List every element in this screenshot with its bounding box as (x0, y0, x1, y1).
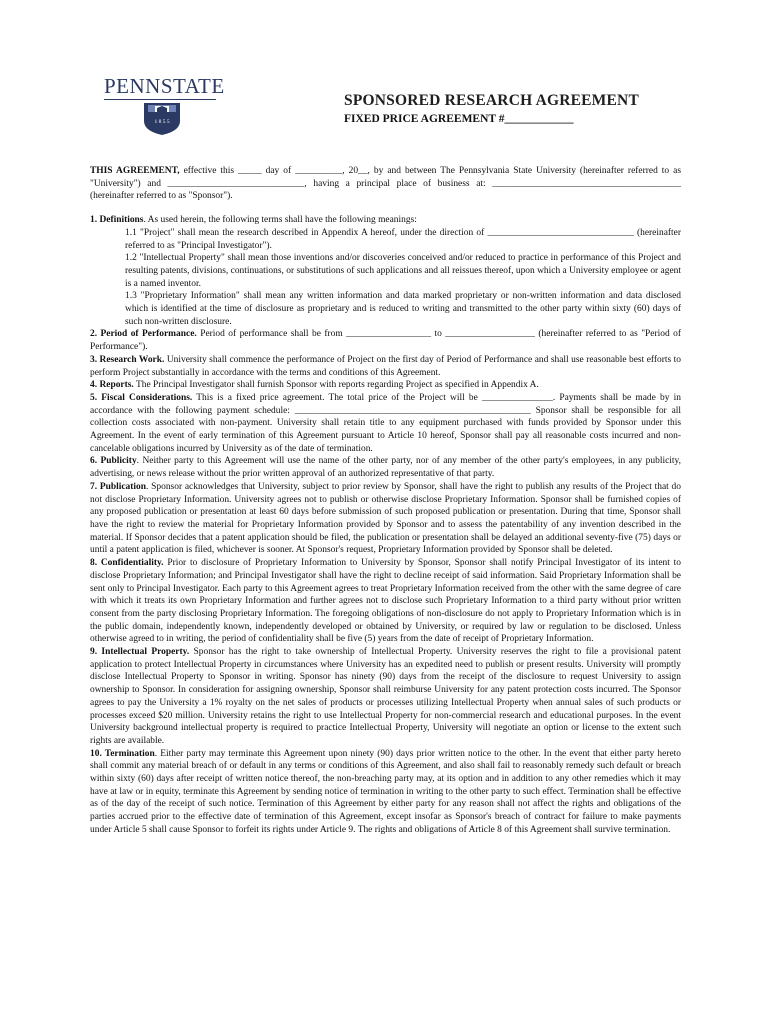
section-heading: 8. Confidentiality. (90, 558, 164, 569)
definition-1-3: 1.3 "Proprietary Information" shall mean any written information and data marked proprietary or non-written information and data disclosed which is identified at the time of disclosure as proprietary and is reduced to writing and transmitted to the other party within sixty (60) days of such non-written disclosure. (125, 291, 681, 327)
section-confidentiality (90, 557, 681, 646)
section-text: Sponsor has the right to take ownership of Intellectual Property. University reserves the right to file a provisional patent application to protect Intellectual Property in circumstances where University has an expedited need to publish or present results. University will promptly disclose Intellectual Property to Sponsor in writing. Sponsor has ninety (90) days from the receipt of the disclosure to request University to assign ownership to Sponsor. In consideration for assigning ownership, Sponsor shall reimburse University for any patent protection costs incurred. The Sponsor agrees to pay the University a 1% royalty on the net sales of products or processes utilizing Intellectual Property when annual sales of such products or processes exceed $20 million. University retains the right to use Intellectual Property for non-commercial research and educational purposes. In the event University background intellectual property is required to practice Intellectual Property, University will negotiate an option or license to the extent such rights are available. (90, 647, 682, 746)
section-publication (90, 481, 681, 557)
agreement-body (90, 165, 681, 837)
section-period (90, 328, 681, 353)
section-text: University shall commence the performance of Project on the first day of Period of Performance and shall use reasonable best efforts to perform Project substantially in accordance with the terms and conditions of this Agreement. (90, 354, 681, 378)
definition-1-1: 1.1 "Project" shall mean the research described in Appendix A hereof, under the direction of _______________________________ (hereinafter referred to as "Principal Investigator"). (125, 227, 681, 251)
document-title: SPONSORED RESEARCH AGREEMENT (344, 92, 639, 109)
section-text: Period of performance shall be from __________________ to ___________________ (hereinafter referred to as "Period of Performance"). (90, 329, 681, 353)
section-fiscal (90, 392, 681, 456)
section-publicity (90, 455, 681, 480)
section-text: . As used herein, the following terms shall have the following meanings: (143, 215, 417, 226)
section-heading: 9. Intellectual Property. (90, 647, 190, 658)
section-text: Prior to disclosure of Proprietary Information to University by Sponsor, Sponsor shall notify Principal Investigator of its intent to disclose Proprietary Information; and Principal Investigator shall have the right to decline receipt of said information. Said Proprietary Information shall be sent only to Principal Investigator. Each party to this Agreement agrees to treat Proprietary Information received from the other with the same degree of care with which it treats its own Proprietary Information and further agrees not to disclose such Proprietary Information to a third party without prior written consent from the party disclosing Proprietary Information. The foregoing obligations of non-disclosure do not apply to Proprietary Information which is in the public domain, independently known, independently developed or obtained by University, or required by law or regulation to be disclosed. Unless otherwise agreed to in writing, the period of confidentiality shall be five (5) years from the date of receipt of Proprietary Information. (90, 558, 681, 645)
section-intellectual-property (90, 646, 681, 748)
section-text: This is a fixed price agreement. The total price of the Project will be _______________. Payments shall be made by in accordance with the following payment schedule: __________________________________________________ Sponsor shall be responsible for all collection costs associated with non-payment. University shall retain title to any equipment purchased with funds provided by Sponsor under this Agreement. In the event of early termination of this Agreement pursuant to Article 10 hereof, Sponsor shall pay all reasonable costs incurred and non-cancelable obligations incurred by University as of the date of termination. (90, 392, 681, 454)
section-heading: 1. Definitions (90, 215, 144, 226)
section-termination (90, 748, 681, 837)
shield-icon (144, 103, 180, 135)
logo-wordmark: PENNSTATE (104, 74, 225, 98)
document-subtitle: FIXED PRICE AGREEMENT #____________ (344, 113, 574, 125)
intro-lead: THIS AGREEMENT, (90, 166, 180, 176)
section-text: . Either party may terminate this Agreement upon ninety (90) days prior written notice to the other. In the event that either party hereto shall commit any material breach of or default in any terms or conditions of this Agreement, and also shall fail to reasonably remedy such default or breach within sixty (60) days after receipt of written notice thereof, the non-breaching party may, at its option and in addition to any other remedies which it may have at law or in equity, terminate this Agreement by sending notice of termination in writing to the other party to such effect. Termination shall be effective as of the day of the receipt of such notice. Termination of this Agreement by either party for any reason shall not affect the rights and obligations of the parties accrued prior to the effective date of termination of this Agreement, except insofar as Sponsor's breach of contract for failure to make payments under Article 5 shall cause Sponsor to forfeit its rights under Article 9. The rights and obligations of Article 8 of this Agreement shall survive termination. (90, 748, 681, 835)
section-definitions (90, 214, 681, 227)
logo-rule (104, 99, 216, 100)
section-text: . Neither party to this Agreement will use the name of the other party, nor of any member of the other party's employees, in any publicity, advertising, or news release without the prior written approval of an authorized representative of that party. (90, 456, 681, 480)
section-heading: 2. Period of Performance. (90, 329, 197, 340)
section-heading: 10. Termination (90, 748, 155, 759)
section-research-work (90, 354, 681, 379)
pennstate-logo (104, 74, 225, 134)
logo-year: 1 8 5 5 (154, 119, 170, 125)
section-text: . Sponsor acknowledges that University, subject to prior review by Sponsor, shall have the right to publish any results of the Project that do not disclose Proprietary Information. University agrees not to publish or otherwise disclose Proprietary Information. Sponsor shall be furnished copies of any proposed publication or presentation at least 60 days before submission of such proposed publication or presentation. During that time, Sponsor shall have the right to review the material for Proprietary Information provided by Sponsor and to assess the patentability of any invention described in the material. If Sponsor decides that a patent application should be filed, the publication or presentation shall be delayed an additional seventy-five (75) days or until a patent application is filed, whichever is sooner. At Sponsor's request, Proprietary Information provided by Sponsor shall be deleted. (90, 481, 681, 556)
definition-1-2: 1.2 "Intellectual Property" shall mean those inventions and/or discoveries conceived and/or reduced to practice in performance of this Project and resulting patents, divisions, continuations, or substitutions of such applications and all reissues thereof, upon which a University employee or agent is a named inventor. (125, 253, 681, 289)
intro-text: effective this _____ day of __________, 20__, by and between The Pennsylvania State University (hereinafter referred to as "University") and _____________________________, having a principal place of business at: ________________________________________ (hereinafter referred to as "Sponsor"). (90, 166, 681, 202)
intro-paragraph (90, 165, 681, 203)
section-heading: 3. Research Work. (90, 354, 165, 365)
section-heading: 5. Fiscal Considerations. (90, 392, 193, 403)
section-heading: 7. Publication (90, 481, 147, 492)
section-reports (90, 379, 681, 392)
section-heading: 6. Publicity (90, 456, 137, 467)
section-heading: 4. Reports. (90, 380, 134, 391)
section-text: The Principal Investigator shall furnish Sponsor with reports regarding Project as specified in Appendix A. (133, 380, 539, 391)
